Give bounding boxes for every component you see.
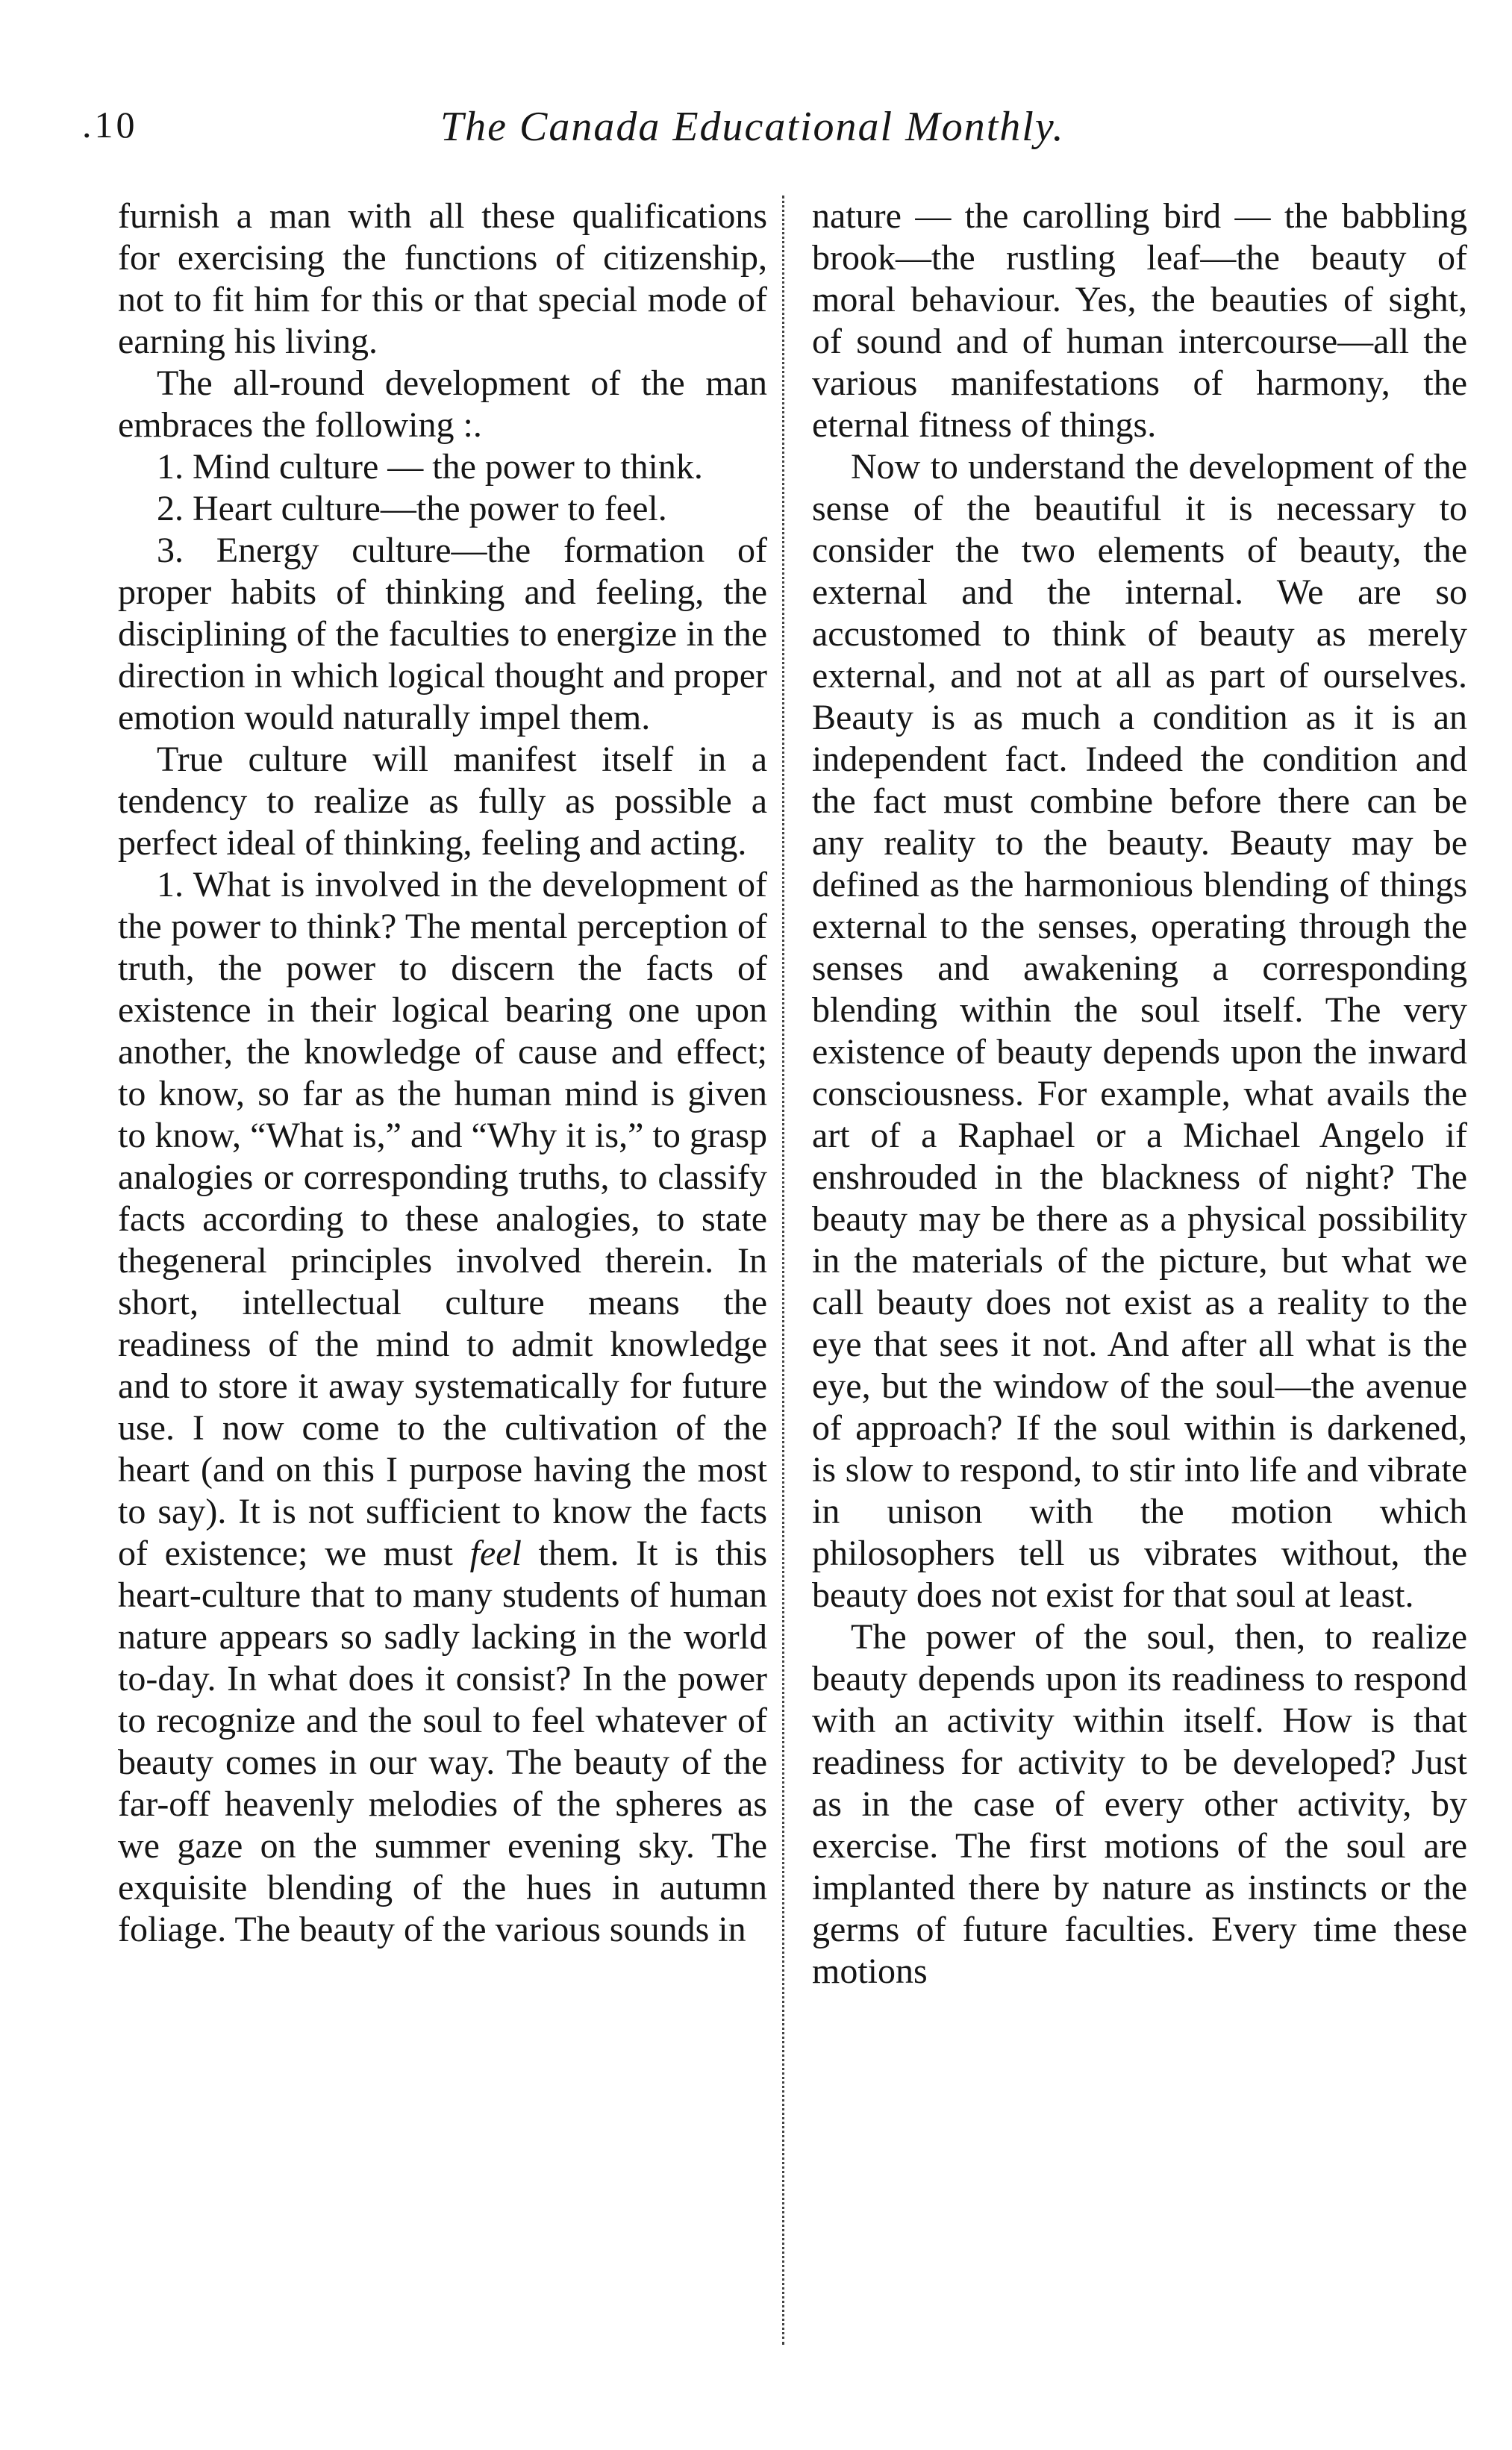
running-title: The Canada Educational Monthly. <box>440 104 1065 150</box>
paragraph: The all-round development of the man embraces the following :. <box>118 363 767 445</box>
paragraph: The power of the soul, then, to realize beauty depends upon its readiness to respond with an activity within itself. How is that readiness for activity to be developed? Just as in the case of every other activity, by exercise. The first motions of the soul are implanted there by nature as instincts or the germs of future faculties. Every time these motions <box>812 1617 1467 1991</box>
paragraph-text: 1. What is involved in the development of the power to think? The mental perception of truth, the power to discern the facts of existence in their logical bearing one upon another, the knowledge of cause and effect; to know, so far as the human mind is given to know, “What is,” and “Why it is,” to grasp analogies or corresponding truths, to classify facts according to these analogies, to state thegeneral principles involved therein. In short, intellectual culture means the readiness of the mind to admit knowledge and to store it away systematically for future use. I now come to the cultivation of the heart (and on this I purpose having the most to say). It is not sufficient to know the facts of existence; we must <box>118 865 767 1573</box>
column-divider <box>782 196 784 2345</box>
paragraph: nature — the carolling bird — the babbling brook—the rustling leaf—the beauty of moral behaviour. Yes, the beauties of sight, of sound and of human intercourse—all the various manifestations of harmony, the eternal fitness of things. <box>812 196 1467 445</box>
list-item: 3. Energy culture—the formation of proper habits of thinking and feeling, the disciplining of the faculties to energize in the direction in which logical thought and proper emotion would naturally impel them. <box>118 531 767 737</box>
paragraph-text: them. It is this heart-culture that to many students of human nature appears so sadly lacking in the world to-day. In what does it consist? In the power to recognize and the soul to feel whatever of beauty comes in our way. The beauty of the far-off heavenly melodies of the spheres as we gaze on the summer evening sky. The exquisite blending of the hues in autumn foliage. The beauty of the various sounds in <box>118 1534 767 1949</box>
paragraph: True culture will manifest itself in a tendency to realize as fully as possible a perfect ideal of thinking, feeling and acting. <box>118 740 767 863</box>
page-number: .10 <box>82 104 138 146</box>
paragraph: furnish a man with all these qualifications for exercising the functions of citizenship, not to fit him for this or that special mode of earning his living. <box>118 196 767 361</box>
emphasis-feel: feel <box>469 1534 522 1573</box>
list-item: 2. Heart culture—the power to feel. <box>157 489 667 528</box>
paragraph <box>118 864 767 1951</box>
paragraph: Now to understand the development of the sense of the beautiful it is necessary to consider the two elements of beauty, the external and the internal. We are so accustomed to think of beauty as merely external, and not at all as part of ourselves. Beauty is as much a condition as it is an independent fact. Indeed the condition and the fact must combine before there can be any reality to the beauty. Beauty may be defined as the harmonious blending of things external to the senses, operating through the senses and awakening a corresponding blending within the soul itself. The very existence of beauty depends upon the inward consciousness. For example, what avails the art of a Raphael or a Michael Angelo if enshrouded in the blackness of night? The beauty may be there as a physical possibility in the materials of the picture, but what we call beauty does not exist as a reality to the eye that sees it not. And after all what is the eye, but the window of the soul—the avenue of approach? If the soul within is darkened, is slow to respond, to stir into life and vibrate in unison with the motion which philosophers tell us vibrates without, the beauty does not exist for that soul at least. <box>812 447 1467 1615</box>
running-header <box>82 103 1485 163</box>
list-item: 1. Mind culture — the power to think. <box>157 447 703 487</box>
right-column <box>812 196 1467 1993</box>
left-column <box>118 196 767 1951</box>
